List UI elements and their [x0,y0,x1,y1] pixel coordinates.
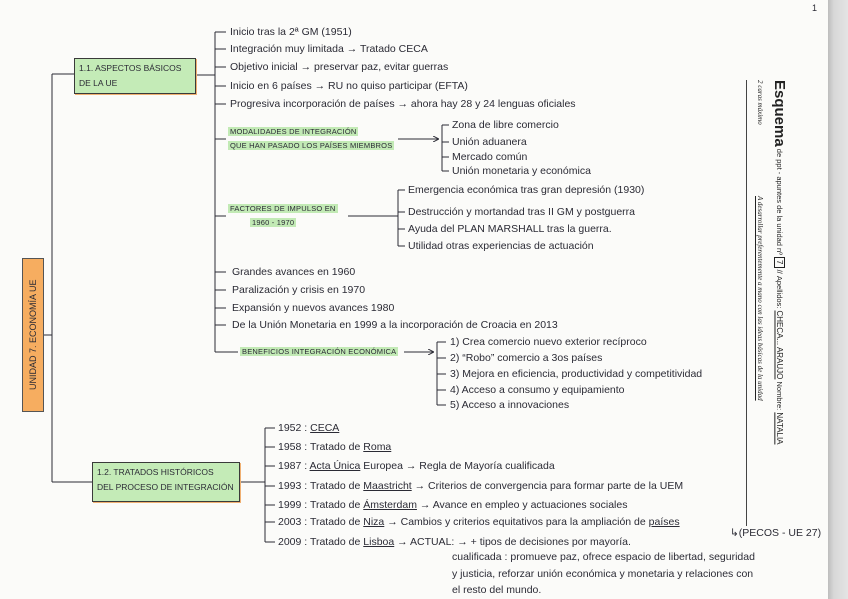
treaty-name: Lisboa [363,536,395,548]
page-number: 1 [812,3,818,13]
list-item: Zona de libre comercio [452,119,559,131]
treaty-year: 1952 : [278,422,308,434]
treaty-year: 1958 : [278,441,308,453]
treaty-name: Maastricht [363,480,412,492]
list-item: De la Unión Monetaria en 1999 a la incorporación de Croacia en 2013 [232,319,558,331]
header-line-1 [768,80,790,526]
treaty-name: Niza [363,516,385,528]
treaty-result: → Regla de Mayoría cualificada [405,460,555,472]
lisboa-note-line: y justicia, reforzar unión económica y monetaria y relaciones con [452,568,754,580]
section-2-title-box [92,462,240,502]
list-item: Progresiva incorporación de países → ahora hay 28 y 24 lenguas oficiales [230,98,576,110]
header-subtitle: de ppt - apuntes de la unidad nº [775,148,784,255]
header-separator: // [775,269,784,274]
list-item: 5) Acceso a innovaciones [450,399,570,411]
list-item: Unión monetaria y económica [452,165,591,177]
treaty-prefix: Tratado de [309,516,361,528]
treaty-prefix: Tratado de [309,499,361,511]
treaty-row [278,480,683,492]
list-item: Utilidad otras experiencias de actuación [408,240,594,252]
paper-edge [828,0,848,599]
surname-value: CHECA... ARAUJO [775,310,784,380]
unit-number-field: 7 [774,257,785,267]
treaty-year: 2009 : [278,536,308,548]
section-2-title-line2: DEL PROCESO DE INTEGRACIÓN [97,482,234,492]
treaty-row [278,536,631,548]
section-2-title-line1: 1.2. TRATADOS HISTÓRICOS [97,467,214,477]
treaty-result: → Cambios y criterios equitativos para la ampliación de [387,516,646,528]
header-title: Esquema [771,80,788,147]
modalidades-title-line1: MODALIDADES DE INTEGRACIÓN [230,127,357,136]
treaty-row [278,422,339,434]
header-line-2 [752,80,768,526]
name-value: NATALIA [775,412,784,445]
worksheet-header [746,80,790,526]
treaty-year: 2003 : [278,516,308,528]
treaty-prefix: Tratado de [309,480,361,492]
list-item: Expansión y nuevos avances 1980 [232,302,395,314]
pages-note: 2 caras máximo [756,80,764,125]
list-item: Emergencia económica tras gran depresión (1930) [408,184,645,196]
list-item: Inicio tras la 2ª GM (1951) [230,26,352,38]
treaty-result-underlined: países [648,516,680,528]
treaty-prefix: Tratado de [309,536,361,548]
beneficios-heading [240,346,398,358]
instructions-note: A desarrollar preferentemente a mano con las ideas básicas de la unidad [756,196,764,402]
factores-title-line1: FACTORES DE IMPULSO EN [230,204,336,213]
list-item: Integración muy limitada → Tratado CECA [230,43,428,55]
list-item: Objetivo inicial → preservar paz, evitar guerras [230,61,449,73]
unit-title-box [22,258,44,412]
list-item: 3) Mejora en eficiencia, productividad y competitividad [450,368,703,380]
name-label: Nombre: [775,381,784,411]
section-1-title-line1: 1.1. ASPECTOS BÁSICOS [79,63,182,73]
lisboa-note-line: el resto del mundo. [452,584,542,596]
surname-label: Apellidos: [775,275,784,309]
treaty-name: Ámsterdam [363,499,417,511]
list-item: Grandes avances en 1960 [232,266,356,278]
treaty-result: → Avance en empleo y actuaciones sociales [419,499,628,511]
treaty-year: 1999 : [278,499,308,511]
treaty-row [278,499,627,511]
treaty-name: Roma [363,441,392,453]
treaty-row [278,441,391,453]
treaty-year: 1987 : [278,460,308,472]
list-item: 2) “Robo” comercio a 3os países [450,352,603,364]
treaty-row [278,460,555,472]
list-item: Mercado común [452,151,528,163]
list-item: 1) Crea comercio nuevo exterior recíproco [450,336,647,348]
treaty-name: CECA [310,422,340,434]
treaty-year: 1993 : [278,480,308,492]
list-item: Unión aduanera [452,136,527,148]
list-item: Ayuda del PLAN MARSHALL tras la guerra. [408,223,612,235]
treaty-name: Acta Única [309,460,361,472]
list-item: Destrucción y mortandad tras II GM y postguerra [408,206,636,218]
beneficios-title: BENEFICIOS INTEGRACIÓN ECONÓMICA [242,347,397,356]
list-item: Inicio en 6 países → RU no quiso participar (EFTA) [230,80,468,92]
unit-title: UNIDAD 7. ECONOMÍA UE [28,279,38,391]
side-note: ↳(PECOS - UE 27) [730,527,822,539]
treaty-result: → ACTUAL: → + tipos de decisiones por mayoría. [397,536,631,548]
treaty-row [278,516,680,528]
treaty-result: → Criterios de convergencia para formar parte de la UEM [414,480,684,492]
list-item: 4) Acceso a consumo y equipamiento [450,384,625,396]
modalidades-title-line2: QUE HAN PASADO LOS PAÍSES MIEMBROS [230,141,393,150]
list-item: Paralización y crisis en 1970 [232,284,366,296]
lisboa-note-line: cualificada : promueve paz, ofrece espacio de libertad, seguridad [452,551,755,563]
section-1-title-box [74,58,196,94]
treaty-prefix: Tratado de [309,441,361,453]
section-1-title-line2: DE LA UE [79,78,118,88]
treaty-suffix: Europea [363,460,403,472]
factores-title-line2: 1960 - 1970 [252,218,295,227]
